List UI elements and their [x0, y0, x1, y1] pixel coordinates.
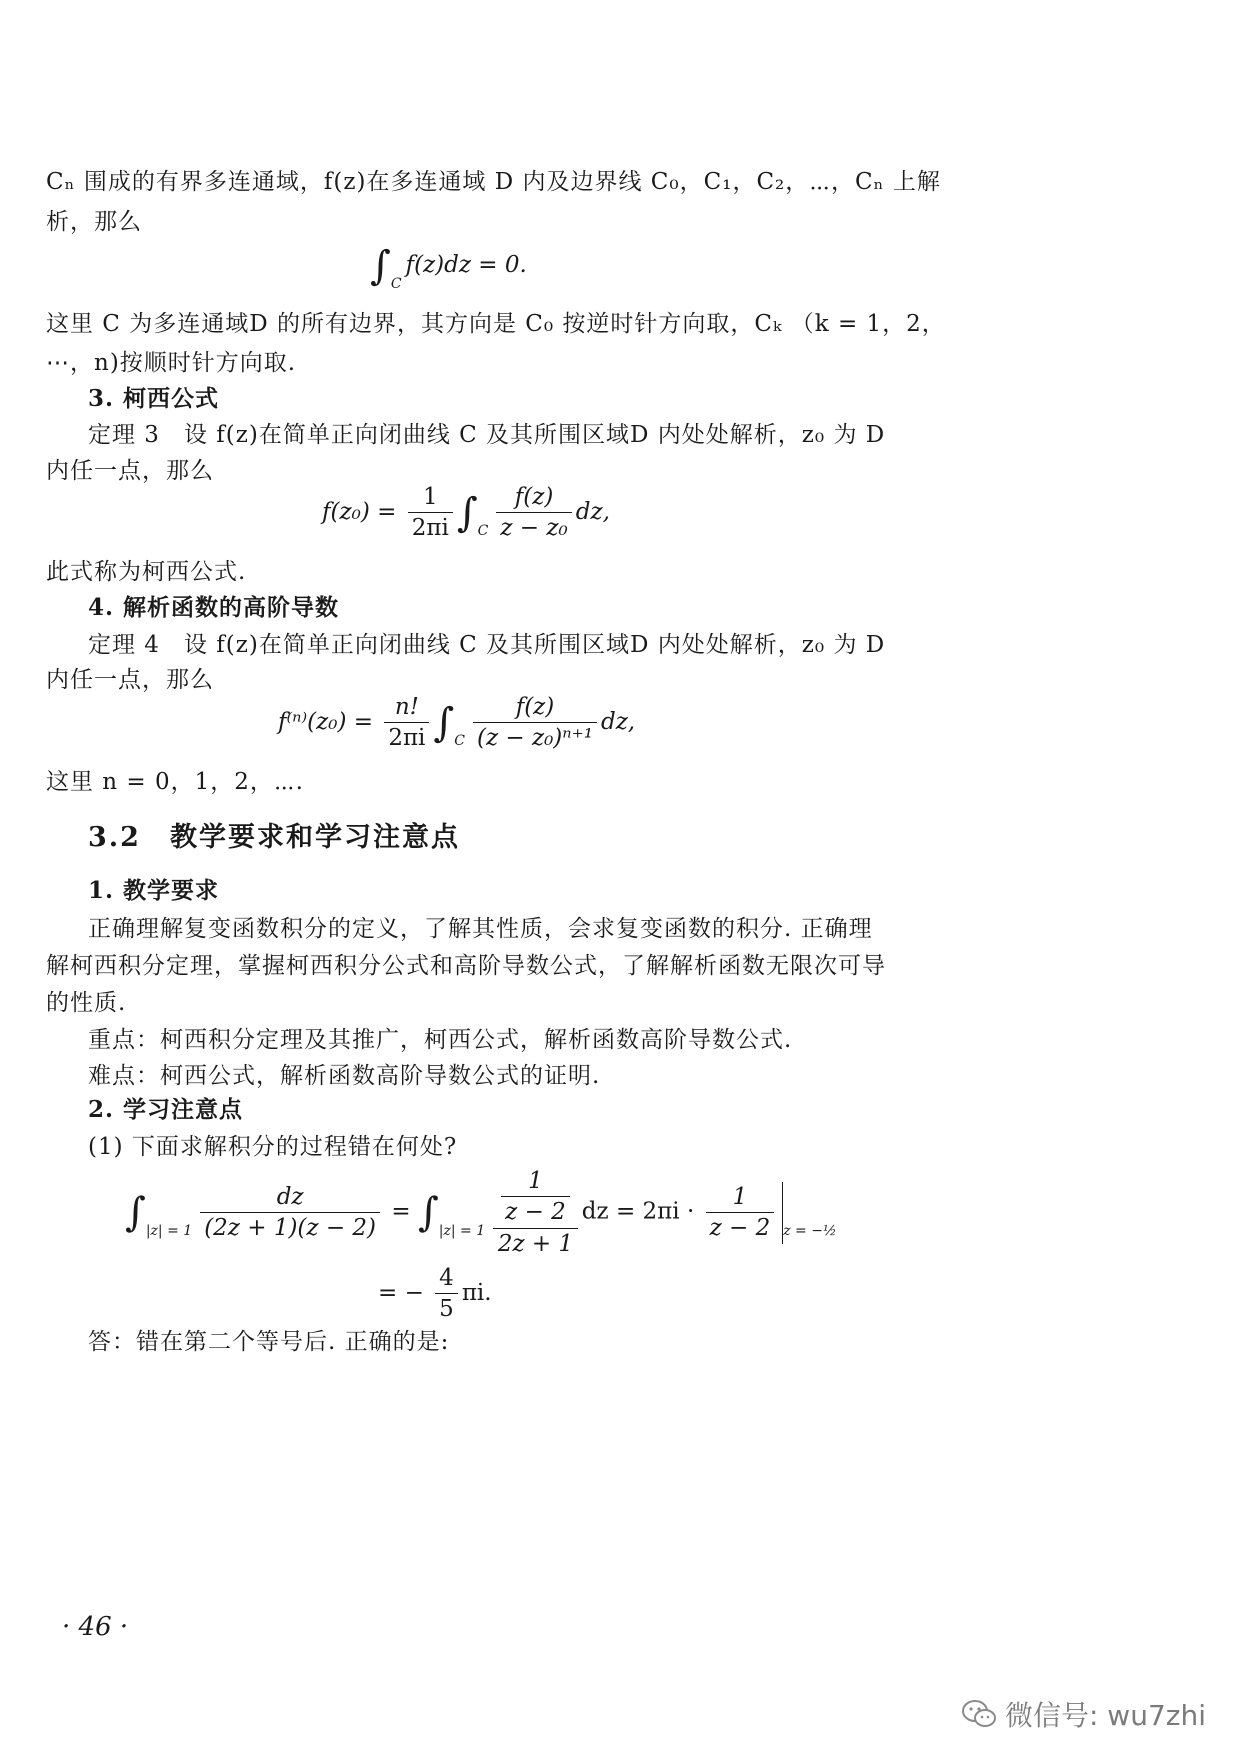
equation-example: $\int_{|z| = 1}$ $\frac{dz}{(2z + 1)(z - 2)}$ = $\int_{|z| = 1}$ $\frac{\frac{1}{z - 2}}{2z + 1}$ dz = 2πi · $\frac{1}{z - 2}$ $_{z = -\frac{1}{2}}$: [125, 1168, 837, 1257]
paragraph-line: 的性质.: [46, 990, 127, 1016]
theorem-text: 定理 3 设 f(z)在简单正向闭曲线 C 及其所围区域D 内处处解析，z₀ 为 D: [88, 422, 886, 448]
integral-sign: ∫: [370, 243, 391, 289]
subsection-heading: 2. 学习注意点: [88, 1096, 244, 1123]
subsection-heading: 4. 解析函数的高阶导数: [88, 594, 340, 621]
paragraph-line: 解柯西积分定理，掌握柯西积分公式和高阶导数公式，了解解析函数无限次可导: [46, 953, 886, 979]
page-number: · 46 ·: [62, 1612, 129, 1642]
answer-text: 答：错在第二个等号后. 正确的是:: [88, 1329, 450, 1355]
wechat-icon: [961, 1699, 997, 1729]
equation-cauchy-formula: f(z₀) = $\frac{1}{2\pi i}$ $\int_C$ $\frac{f(z)}{\text{z − z₀}}$ dz,: [322, 484, 610, 542]
equation-cauchy-theorem: $\int_Cf(z)dz = 0$.: [370, 243, 527, 292]
equation-higher-derivative: f⁽ⁿ⁾(z₀) = $\frac{n!}{2\pi i}$ $\int_C$ $\frac{f(z)}{\text{(z − z₀)ⁿ⁺¹}}$ dz,: [278, 694, 636, 752]
paragraph-line: 正确理解复变函数积分的定义，了解其性质，会求复变函数的积分. 正确理: [88, 916, 873, 942]
text-line: 这里 n = 0，1，2，⋯.: [46, 769, 304, 795]
text-line: 析，那么: [46, 209, 142, 235]
section-heading: 3.2 教学要求和学习注意点: [88, 822, 460, 853]
watermark: 微信号: wu7zhi: [961, 1694, 1206, 1734]
question-text: (1) 下面求解积分的过程错在何处?: [88, 1134, 458, 1160]
integral-sign: ∫: [433, 699, 455, 746]
text-line: 这里 C 为多连通域D 的所有边界，其方向是 C₀ 按逆时针方向取，Cₖ （k = 1，2，: [46, 311, 946, 337]
text-line: 内任一点，那么: [46, 458, 214, 484]
text-line: Cₙ 围成的有界多连通域，f(z)在多连通域 D 内及边界线 C₀，C₁，C₂，⋯，Cₙ 上解: [46, 169, 941, 195]
subsection-heading: 3. 柯西公式: [88, 385, 220, 412]
equation-result: = − $\frac{4}{5}$ πi.: [378, 1265, 492, 1323]
integral-sign: ∫: [125, 1189, 146, 1236]
paragraph-line: 难点：柯西公式，解析函数高阶导数公式的证明.: [88, 1063, 601, 1089]
text-line: ⋯，n)按顺时针方向取.: [46, 350, 297, 376]
integral-sign: ∫: [417, 1189, 439, 1236]
subsection-heading: 1. 教学要求: [88, 877, 220, 904]
text-line: 此式称为柯西公式.: [46, 559, 247, 585]
integral-sign: ∫: [456, 489, 478, 536]
text-line: 内任一点，那么: [46, 667, 214, 693]
theorem-text: 定理 4 设 f(z)在简单正向闭曲线 C 及其所围区域D 内处处解析，z₀ 为 D: [88, 632, 886, 658]
paragraph-line: 重点：柯西积分定理及其推广，柯西公式，解析函数高阶导数公式.: [88, 1027, 793, 1053]
